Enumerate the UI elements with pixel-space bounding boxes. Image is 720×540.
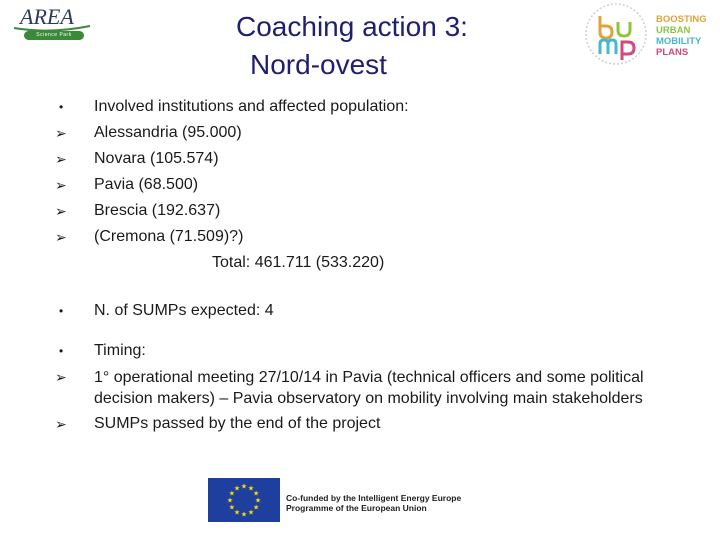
bullet-arrow-icon: ➢ xyxy=(55,203,67,219)
population-total: Total: 461.711 (533.220) xyxy=(212,254,385,271)
list-item xyxy=(55,364,705,411)
bullet-arrow-icon: ➢ xyxy=(55,125,67,141)
section-timing-heading xyxy=(55,338,705,364)
bump-line-boosting: BOOSTING xyxy=(656,14,707,25)
list-item xyxy=(55,120,705,146)
eu-star-icon: ★ xyxy=(240,511,248,519)
spacer xyxy=(55,276,705,298)
bullet-arrow-icon: ➢ xyxy=(55,177,67,193)
sumps-expected-text: N. of SUMPs expected: 4 xyxy=(94,302,274,319)
eu-star-icon: ★ xyxy=(240,483,248,491)
eu-stars-icon xyxy=(208,478,280,522)
funding-footer xyxy=(208,478,470,522)
funding-line-2: Programme of the European Union xyxy=(286,503,427,513)
list-item xyxy=(55,224,705,250)
eu-star-icon: ★ xyxy=(252,504,260,512)
list-item xyxy=(55,172,705,198)
bullet-dot-icon: • xyxy=(59,100,64,114)
section-sumps-expected xyxy=(55,298,705,324)
list-item xyxy=(55,198,705,224)
bump-logo xyxy=(580,2,718,66)
eu-star-icon: ★ xyxy=(254,497,262,505)
list-item-text: Alessandria (95.000) xyxy=(94,124,242,141)
slide-body xyxy=(55,94,705,437)
section-institutions-heading xyxy=(55,94,705,120)
eu-star-icon: ★ xyxy=(247,509,255,517)
bullet-arrow-icon: ➢ xyxy=(55,369,67,385)
bump-logo-text xyxy=(656,14,707,58)
eu-star-icon: ★ xyxy=(233,509,241,517)
slide-title xyxy=(200,8,560,84)
eu-star-icon: ★ xyxy=(226,497,234,505)
eu-star-icon: ★ xyxy=(233,485,241,493)
eu-star-icon: ★ xyxy=(228,504,236,512)
funding-line-1: Co-funded by the Intelligent Energy Europe xyxy=(286,493,462,503)
list-item-text: SUMPs passed by the end of the project xyxy=(94,415,381,432)
title-line-1: Coaching action 3: xyxy=(236,11,468,42)
bump-line-mobility: MOBILITY xyxy=(656,36,702,47)
timing-heading-text: Timing: xyxy=(94,342,146,359)
bullet-arrow-icon: ➢ xyxy=(55,151,67,167)
spacer xyxy=(55,324,705,338)
list-item-text: (Cremona (71.509)?) xyxy=(94,228,244,245)
area-logo xyxy=(10,4,94,38)
title-line-2: Nord-ovest xyxy=(250,49,387,80)
list-item-text: Pavia (68.500) xyxy=(94,176,199,193)
list-item xyxy=(55,146,705,172)
eu-star-icon: ★ xyxy=(247,485,255,493)
area-logo-tagline: Science Park xyxy=(24,31,84,40)
bump-line-urban: URBAN xyxy=(656,25,691,36)
bullet-arrow-icon: ➢ xyxy=(55,229,67,245)
funding-text xyxy=(286,493,461,513)
list-item xyxy=(55,411,705,437)
eu-star-icon: ★ xyxy=(252,490,260,498)
bump-emblem-icon xyxy=(580,2,652,66)
institutions-heading-text: Involved institutions and affected population: xyxy=(94,98,409,115)
list-item-text: Brescia (192.637) xyxy=(94,202,221,219)
bullet-dot-icon: • xyxy=(59,344,64,358)
eu-flag-icon xyxy=(208,478,280,522)
area-logo-text: AREA xyxy=(20,4,74,29)
bump-line-plans: PLANS xyxy=(656,47,689,58)
list-item-text: Novara (105.574) xyxy=(94,150,219,167)
bullet-arrow-icon: ➢ xyxy=(55,416,67,432)
eu-star-icon: ★ xyxy=(228,490,236,498)
bullet-dot-icon: • xyxy=(59,304,64,318)
list-item-text: 1° operational meeting 27/10/14 in Pavia (technical officers and some political decision makers) – Pavia observatory on mobility involving main stakeholders xyxy=(94,369,644,407)
